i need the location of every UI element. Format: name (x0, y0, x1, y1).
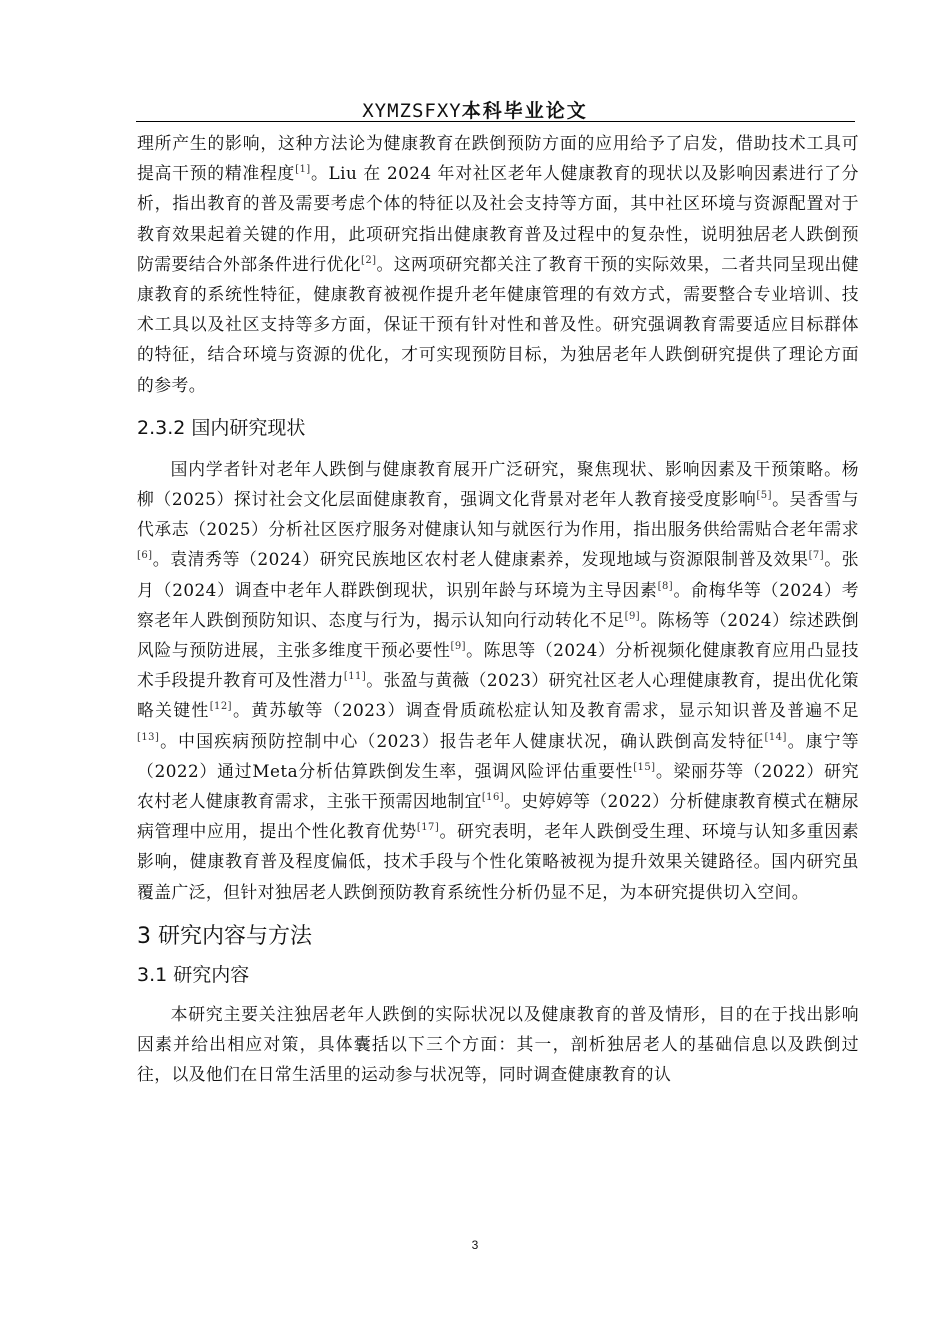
body-content (137, 128, 859, 1089)
chapter-heading-3: 3 研究内容与方法 (137, 923, 312, 949)
header-rule (136, 121, 855, 122)
text-run: 。陈思等（2024）分析视频化健康教育应用凸显技术手段提升教育可及性潜力 (137, 640, 859, 691)
citation: [13] (137, 731, 160, 743)
citation: [9] (624, 610, 641, 622)
text-run: 。张盈与黄薇（2023）研究社区老人心理健康教育，提出优化策略关键性 (137, 670, 859, 721)
citation: [12] (209, 701, 233, 713)
running-header (136, 96, 814, 123)
header-prefix: XYMZSFXY (362, 100, 462, 122)
citation: [15] (633, 761, 656, 773)
citation: [16] (481, 792, 505, 804)
citation: [9] (450, 641, 466, 653)
paragraph-research-content: 本研究主要关注独居老年人跌倒的实际状况以及健康教育的普及情形，目的在于找出影响因素并给出相应对策，具体囊括以下三个方面：其一，剖析独居老人的基础信息以及跌倒过往，以及他们在日常生活里的运动参与状况等，同时调查健康教育的认 (137, 1003, 859, 1085)
text-run: 。黄苏敏等（2023）调查骨质疏松症认知及教育需求，显示知识普及普遍不足 (232, 700, 859, 721)
text-run: 。吴香雪与代承志（2025）分析社区医疗服务对健康认知与就医行为作用，指出服务供给需贴合老年需求 (137, 489, 859, 540)
citation: [6] (137, 550, 153, 562)
text-run: 。张月（2024）调查中老年人群跌倒现状，识别年龄与环境为主导因素 (137, 549, 859, 600)
text-run: 。袁清秀等（2024）研究民族地区农村老人健康素养，发现地域与资源限制普及效果 (152, 549, 809, 570)
text-run: 。梁丽芬等（2022）研究农村老人健康教育需求，主张干预需因地制宜 (137, 760, 859, 812)
section-heading-2-3-2: 2.3.2 国内研究现状 (137, 416, 306, 439)
header-title: 本科毕业论文 (461, 100, 588, 122)
citation: [8] (657, 580, 674, 592)
text-run: 。陈杨等（2024）综述跌倒风险与预防进展，主张多维度干预必要性 (137, 609, 859, 661)
text-run: 。研究表明，老年人跌倒受生理、环境与认知多重因素影响，健康教育普及程度偏低，技术手段与个性化策略被视为提升效果关键路径。国内研究虽覆盖广泛，但针对独居老人跌倒预防教育系统性分析仍显不足，为本研究提供切入空间。 (137, 821, 859, 902)
citation: [14] (764, 731, 787, 743)
paragraph-domestic-research (137, 454, 859, 907)
text-run: 。中国疾病预防控制中心（2023）报告老年人健康状况，确认跌倒高发特征 (159, 730, 765, 751)
citation: [7] (808, 550, 825, 562)
text-run: 理所产生的影响，这种方法论为健康教育在跌倒预防方面的应用给予了启发，借助技术工具可提高干预的精准程度 (137, 133, 859, 184)
paragraph-foreign-research-summary (137, 128, 859, 400)
citation: [17] (416, 822, 440, 834)
text-run: 国内学者针对老年人跌倒与健康教育展开广泛研究，聚焦现状、影响因素及干预策略。杨柳（2025）探讨社会文化层面健康教育，强调文化背景对老年人教育接受度影响 (137, 458, 859, 510)
citation: [1] (295, 164, 311, 176)
citation: [5] (756, 490, 772, 502)
text-run: 。康宁等（2022）通过Meta分析估算跌倒发生率，强调风险评估重要性 (137, 730, 859, 781)
text-run: 。这两项研究都关注了教育干预的实际效果，二者共同呈现出健康教育的系统性特征，健康教育被视作提升老年健康管理的有效方式，需要整合专业培训、技术工具以及社区支持等多方面，保证干预有针对性和普及性。研究强调教育需要适应目标群体的特征，结合环境与资源的优化，才可实现预防目标，为独居老年人跌倒研究提供了理论方面的参考。 (137, 253, 860, 395)
section-heading-3-1: 3.1 研究内容 (137, 963, 250, 986)
citation: [2] (361, 254, 377, 266)
page-number: 3 (471, 1238, 479, 1252)
text-run: 。史婷婷等（2022）分析健康教育模式在糖尿病管理中应用，提出个性化教育优势 (137, 791, 859, 842)
text-run: 。Liu 在 2024 年对社区老年人健康教育的现状以及影响因素进行了分析，指出教育的普及需要考虑个体的特征以及社会支持等方面，其中社区环境与资源配置对于教育效果起着关键的作用，此项研究指出健康教育普及过程中的复杂性，说明独居老人跌倒预防需要结合外部条件进行优化 (137, 163, 859, 274)
text-run: 。俞梅华等（2024）考察老年人跌倒预防知识、态度与行为，揭示认知向行动转化不足 (137, 579, 859, 630)
citation: [11] (343, 671, 367, 683)
